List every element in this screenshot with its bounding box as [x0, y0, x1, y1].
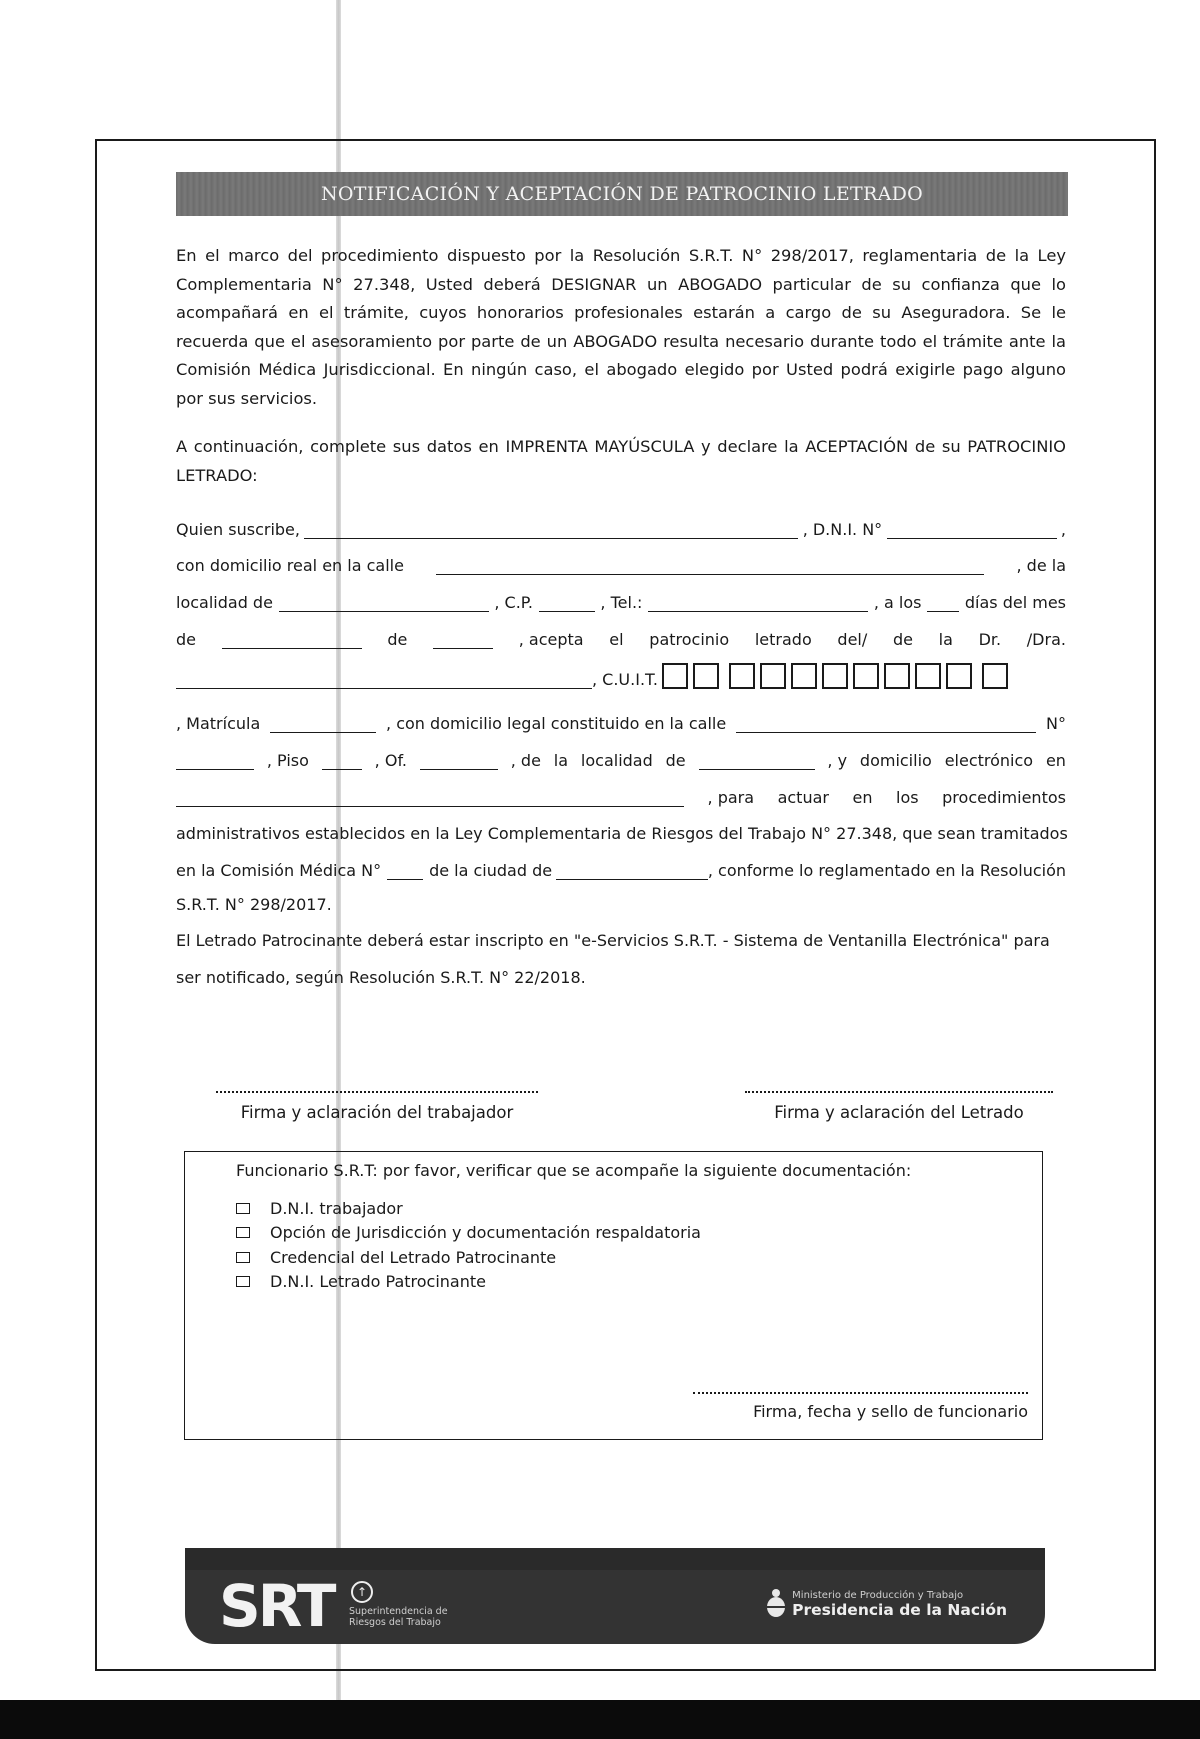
label-de-la: , de la: [1016, 556, 1066, 575]
checklist-item-label: Credencial del Letrado Patrocinante: [270, 1247, 557, 1267]
month-field[interactable]: [222, 630, 362, 649]
torch-icon: ↑: [351, 1581, 373, 1603]
checklist-item[interactable]: [236, 1270, 701, 1295]
ministry-label: Ministerio de Producción y Trabajo: [792, 1590, 964, 1601]
locality-field[interactable]: [279, 593, 489, 612]
cuit-digit-box[interactable]: [946, 663, 972, 689]
city-field[interactable]: [556, 861, 708, 880]
label-domicilio-legal: , con domicilio legal constituido en la calle: [386, 714, 727, 733]
form-row-9: [176, 815, 1066, 843]
label-matricula: , Matrícula: [176, 714, 261, 733]
lawyer-signature: [745, 1091, 1053, 1122]
label-y: , y: [827, 751, 848, 770]
label-dr: Dr.: [978, 630, 1002, 649]
label-la-2: la: [553, 751, 569, 770]
label-a-los: , a los: [873, 593, 922, 612]
label-piso: , Piso: [266, 751, 309, 770]
dni-field[interactable]: [887, 520, 1057, 539]
footer-banner: [185, 1548, 1045, 1644]
checklist-item-label: D.N.I. Letrado Patrocinante: [270, 1272, 486, 1292]
worker-signature: [216, 1091, 538, 1122]
label-dra: /Dra.: [1026, 630, 1066, 649]
eservicios-line-2: ser notificado, según Resolución S.R.T. N° 22/2018.: [176, 968, 586, 987]
postal-code-field[interactable]: [539, 593, 595, 612]
label-dni: , D.N.I. N°: [802, 520, 883, 539]
label-electronico: electrónico: [944, 751, 1034, 770]
signature-line: [693, 1392, 1028, 1394]
srt-subtitle-line-1: Superintendencia de: [349, 1606, 448, 1617]
cuit-digit-box[interactable]: [791, 663, 817, 689]
matricula-field[interactable]: [270, 714, 376, 733]
legal-locality-field[interactable]: [699, 751, 815, 770]
cuit-digit-box[interactable]: [915, 663, 941, 689]
srt-box-intro: Funcionario S.R.T: por favor, verificar que se acompañe la siguiente documentación:: [236, 1161, 912, 1180]
year-field[interactable]: [433, 630, 493, 649]
resolution-line: S.R.T. N° 298/2017.: [176, 895, 332, 914]
cuit-digit-box[interactable]: [884, 663, 910, 689]
label-del: del/: [837, 630, 868, 649]
signature-line: [216, 1091, 538, 1093]
signature-line: [745, 1091, 1053, 1093]
label-en: en: [1045, 751, 1066, 770]
intro-paragraph: En el marco del procedimiento dispuesto por la Resolución S.R.T. N° 298/2017, reglamentaria de la Ley Complementaria N° 27.348, Usted deberá DESIGNAR un ABOGADO particular de su confianza que lo acompañará en el trámite, cuyos honorarios profesionales estarán a cargo de su Aseguradora. Se le recuerda que el asesoramiento por parte de un ABOGADO resulta necesario durante todo el trámite ante la Comisión Médica Jurisdiccional. En ningún caso, el abogado elegido por Usted podrá exigirle pago alguno por sus servicios.: [176, 246, 1066, 408]
government-label: [792, 1590, 1007, 1619]
official-signature: [693, 1392, 1028, 1421]
checklist-item[interactable]: [236, 1196, 701, 1221]
checklist-item[interactable]: [236, 1245, 701, 1270]
footer-top-strip: [185, 1548, 1045, 1570]
form-row-2: [176, 547, 1066, 575]
cuit-digit-box[interactable]: [662, 663, 688, 689]
electronic-address-field[interactable]: [176, 788, 684, 807]
checklist-item[interactable]: [236, 1221, 701, 1246]
form-row-8: [176, 779, 1066, 807]
street-field[interactable]: [436, 556, 984, 575]
label-nro: N°: [1046, 714, 1066, 733]
form-row-1: [176, 511, 1066, 539]
label-procedimientos: procedimientos: [942, 788, 1066, 807]
title-bar: [176, 172, 1068, 216]
label-cuit: , C.U.I.T.: [592, 670, 658, 689]
label-acepta: , acepta: [518, 630, 584, 649]
legal-street-field[interactable]: [736, 714, 1036, 733]
scan-bottom-band: [0, 1700, 1200, 1739]
checklist-item-label: Opción de Jurisdicción y documentación respaldatoria: [270, 1223, 701, 1243]
name-field[interactable]: [304, 520, 798, 539]
label-localidad: localidad: [580, 751, 653, 770]
label-de-2: de: [387, 630, 408, 649]
label-patrocinio: patrocinio: [649, 630, 730, 649]
label-los: los: [896, 788, 919, 807]
label-domicilio-real: con domicilio real en la calle: [176, 556, 404, 575]
lawyer-name-field[interactable]: [176, 670, 592, 689]
checkbox-icon[interactable]: [236, 1227, 250, 1238]
label-de-1: de: [176, 630, 196, 649]
label-letrado: letrado: [754, 630, 812, 649]
presidency-label: Presidencia de la Nación: [792, 1601, 1007, 1619]
checkbox-icon[interactable]: [236, 1252, 250, 1263]
instructions-paragraph: A continuación, complete sus datos en IMPRENTA MAYÚSCULA y declare la ACEPTACIÓN de su PATROCINIO LETRADO:: [176, 437, 1066, 485]
checkbox-icon[interactable]: [236, 1276, 250, 1287]
document-title: NOTIFICACIÓN Y ACEPTACIÓN DE PATROCINIO LETRADO: [320, 183, 924, 205]
cuit-digit-box[interactable]: [982, 663, 1008, 689]
national-shield-icon: [765, 1588, 787, 1618]
phone-field[interactable]: [648, 593, 868, 612]
srt-logo-subtitle: [349, 1606, 448, 1628]
label-comma: ,: [1060, 520, 1066, 539]
cuit-digit-box[interactable]: [729, 663, 755, 689]
cuit-digit-box[interactable]: [760, 663, 786, 689]
checklist-item-label: D.N.I. trabajador: [270, 1198, 403, 1218]
form-row-7: [176, 742, 1066, 770]
eservicios-line-1: El Letrado Patrocinante deberá estar inscripto en "e-Servicios S.R.T. - Sistema de Ventanilla Electrónica" para: [176, 931, 1050, 950]
label-cp: , C.P.: [494, 593, 534, 612]
checkbox-icon[interactable]: [236, 1203, 250, 1214]
commission-number-field[interactable]: [387, 861, 423, 880]
cuit-boxes: [662, 663, 1008, 689]
cuit-digit-box[interactable]: [853, 663, 879, 689]
label-dias-del-mes: días del mes: [964, 593, 1066, 612]
label-conforme: , conforme lo reglamentado en la Resolución: [707, 861, 1066, 880]
days-field[interactable]: [927, 593, 959, 612]
label-para: , para: [707, 788, 755, 807]
label-comision-medica: en la Comisión Médica N°: [176, 861, 382, 880]
lawyer-signature-label: Firma y aclaración del Letrado: [774, 1103, 1024, 1122]
label-localidad-de: localidad de: [176, 593, 273, 612]
label-quien-suscribe: Quien suscribe,: [176, 520, 300, 539]
label-de-4: , de: [510, 751, 541, 770]
worker-signature-label: Firma y aclaración del trabajador: [240, 1103, 514, 1122]
label-de-5: de: [665, 751, 686, 770]
label-el: el: [609, 630, 624, 649]
street-number-field[interactable]: [176, 751, 254, 770]
documents-checklist: [236, 1196, 701, 1294]
floor-field[interactable]: [322, 751, 362, 770]
form-row-10: [176, 852, 1066, 880]
label-administrativos: administrativos establecidos en la Ley Complementaria de Riesgos del Trabajo N° 27.348, que sean tramitados: [176, 824, 1068, 843]
official-signature-label: Firma, fecha y sello de funcionario: [753, 1402, 1028, 1421]
form-row-4: [176, 621, 1066, 649]
label-tel: , Tel.:: [600, 593, 643, 612]
srt-subtitle-line-2: Riesgos del Trabajo: [349, 1617, 441, 1628]
cuit-digit-box[interactable]: [822, 663, 848, 689]
label-of: , Of.: [374, 751, 407, 770]
form-row-3: [176, 584, 1066, 612]
srt-logo: SRT: [219, 1572, 334, 1640]
label-la: la: [938, 630, 953, 649]
label-de-3: de: [892, 630, 913, 649]
office-field[interactable]: [420, 751, 498, 770]
label-en-2: en: [852, 788, 873, 807]
cuit-digit-box[interactable]: [693, 663, 719, 689]
srt-official-box: [184, 1151, 1043, 1440]
form-row-6: [176, 705, 1066, 733]
label-domicilio: domicilio: [859, 751, 932, 770]
label-de-la-ciudad: de la ciudad de: [429, 861, 553, 880]
form-row-5: [176, 661, 1066, 689]
label-actuar: actuar: [777, 788, 829, 807]
